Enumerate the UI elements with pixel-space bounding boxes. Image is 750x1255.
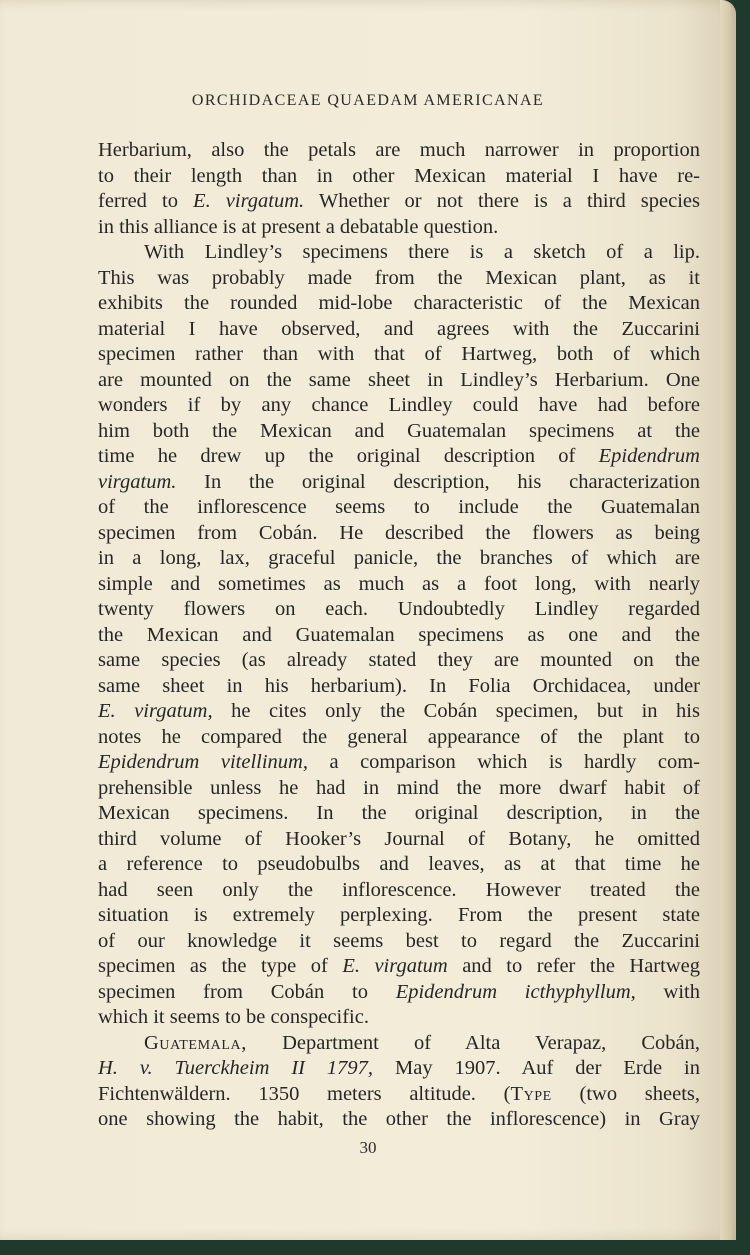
text-line bbox=[98, 648, 700, 674]
text-line bbox=[98, 1031, 700, 1057]
text-run: wonders if by any chance Lindley could have had before bbox=[98, 394, 700, 416]
text-run: with bbox=[635, 980, 701, 1003]
text-run: one showing the habit, the other the inflorescence) in Gray bbox=[98, 1108, 700, 1130]
text-line bbox=[98, 291, 700, 317]
italic-run: E. virgatum bbox=[342, 955, 448, 977]
text-line bbox=[98, 852, 700, 878]
text-run: notes he compared the general appearance of the plant to bbox=[98, 725, 700, 748]
text-run: simple and sometimes as much as a foot long, with nearly bbox=[98, 572, 700, 595]
text-line bbox=[98, 240, 700, 266]
text-line bbox=[98, 801, 700, 827]
text-line bbox=[98, 546, 700, 572]
text-run: third volume of Hooker’s Journal of Botany, he omitted bbox=[98, 827, 700, 850]
text-run: of our knowledge it seems best to regard the Zuccarini bbox=[98, 929, 700, 952]
text-run: of the inflorescence seems to include the Guatemalan bbox=[98, 496, 700, 518]
text-line bbox=[98, 674, 700, 700]
text-run: specimen from Cobán. He described the flowers as being bbox=[98, 521, 700, 544]
text-line bbox=[98, 827, 700, 853]
text-run: Fichtenwäldern. 1350 meters altitude. ( bbox=[98, 1082, 511, 1105]
text-run: exhibits the rounded mid-lobe characteristic of the Mexican bbox=[98, 292, 700, 314]
text-run: time he drew up the original description of bbox=[98, 445, 599, 467]
text-line bbox=[98, 189, 700, 215]
italic-run: virgatum. bbox=[98, 470, 177, 493]
text-line bbox=[98, 470, 700, 496]
text-run: a comparison which is hardly com- bbox=[307, 751, 700, 773]
text-line bbox=[98, 954, 700, 980]
italic-run: H. v. Tuerckheim II 1797, bbox=[98, 1057, 374, 1079]
text-run: a reference to pseudobulbs and leaves, as at that time he bbox=[98, 853, 700, 875]
text-run: twenty flowers on each. Undoubtedly Lindley regarded bbox=[98, 598, 700, 620]
text-run: specimen as the type of bbox=[98, 955, 343, 977]
italic-run: Epidendrum vitellinum, bbox=[98, 751, 308, 773]
text-run: him both the Mexican and Guatemalan specimens at the bbox=[98, 419, 700, 442]
text-run: May 1907. Auf der Erde in bbox=[373, 1057, 700, 1079]
text-line bbox=[98, 725, 700, 751]
text-run: (two sheets, bbox=[551, 1082, 700, 1105]
text-run: same sheet in his herbarium). In Folia Orchidacea, under bbox=[98, 674, 700, 697]
text-line bbox=[98, 444, 700, 470]
text-run: in this alliance is at present a debatable question. bbox=[98, 215, 499, 238]
text-line bbox=[98, 342, 700, 368]
text-line bbox=[98, 1056, 700, 1082]
text-line bbox=[98, 393, 700, 419]
text-run: Herbarium, also the petals are much narrower in proportion bbox=[98, 139, 700, 161]
text-line bbox=[98, 750, 700, 776]
text-line bbox=[98, 623, 700, 649]
text-run: to their length than in other Mexican material I have re- bbox=[98, 164, 700, 187]
text-run: Mexican specimens. In the original description, in the bbox=[98, 802, 700, 824]
text-line bbox=[98, 1005, 700, 1031]
italic-run: E. virgatum, bbox=[98, 700, 213, 722]
text-line bbox=[98, 368, 700, 394]
text-line bbox=[98, 597, 700, 623]
text-line bbox=[98, 266, 700, 292]
text-line bbox=[98, 419, 700, 445]
text-run: prehensible unless he had in mind the more dwarf habit of bbox=[98, 776, 700, 799]
italic-run: Epidendrum icthyphyllum, bbox=[395, 980, 636, 1003]
text-line bbox=[98, 1082, 700, 1108]
text-run: which it seems to be conspecific. bbox=[98, 1006, 369, 1028]
small-caps-run: Guatemala, bbox=[144, 1031, 247, 1054]
text-line bbox=[98, 980, 700, 1006]
text-line bbox=[98, 903, 700, 929]
text-run: same species (as already stated they are mounted on the bbox=[98, 649, 700, 671]
text-run: With Lindley’s specimens there is a sketch of a lip. bbox=[144, 241, 700, 263]
text-run: the Mexican and Guatemalan specimens as one and the bbox=[98, 623, 700, 646]
text-run: ferred to bbox=[98, 190, 194, 212]
text-line bbox=[98, 215, 700, 241]
text-run: specimen rather than with that of Hartweg, both of which bbox=[98, 343, 700, 365]
text-line bbox=[98, 572, 700, 598]
text-line bbox=[98, 317, 700, 343]
small-caps-run: Type bbox=[510, 1082, 552, 1105]
text-line bbox=[98, 138, 700, 164]
text-line bbox=[98, 521, 700, 547]
text-line bbox=[98, 929, 700, 955]
page-number: 30 bbox=[359, 1138, 377, 1157]
text-line bbox=[98, 699, 700, 725]
text-line bbox=[98, 495, 700, 521]
text-run: material I have observed, and agrees with the Zuccarini bbox=[98, 317, 700, 340]
text-run: he cites only the Cobán specimen, but in his bbox=[212, 700, 700, 722]
text-run: in a long, lax, graceful panicle, the branches of which are bbox=[98, 547, 700, 569]
text-run: are mounted on the same sheet in Lindley’s Herbarium. One bbox=[98, 368, 700, 391]
running-head: ORCHIDACEAE QUAEDAM AMERICANAE bbox=[191, 92, 545, 109]
text-line bbox=[98, 164, 700, 190]
text-run: and to refer the Hartweg bbox=[447, 955, 700, 977]
text-line bbox=[98, 776, 700, 802]
text-run: had seen only the inflorescence. However treated the bbox=[98, 878, 700, 901]
text-run: Department of Alta Verapaz, Cobán, bbox=[246, 1031, 700, 1054]
text-run: This was probably made from the Mexican plant, as it bbox=[98, 266, 700, 289]
italic-run: Epidendrum bbox=[598, 445, 700, 467]
body-text bbox=[98, 138, 700, 1133]
text-line bbox=[98, 1107, 700, 1133]
text-run: In the original description, his characterization bbox=[176, 470, 700, 493]
text-run: situation is extremely perplexing. From the present state bbox=[98, 904, 700, 926]
page-edge bbox=[720, 0, 732, 1240]
text-run: specimen from Cobán to bbox=[98, 980, 396, 1003]
italic-run: E. virgatum. bbox=[193, 190, 305, 212]
text-line bbox=[98, 878, 700, 904]
text-run: Whether or not there is a third species bbox=[304, 190, 700, 212]
